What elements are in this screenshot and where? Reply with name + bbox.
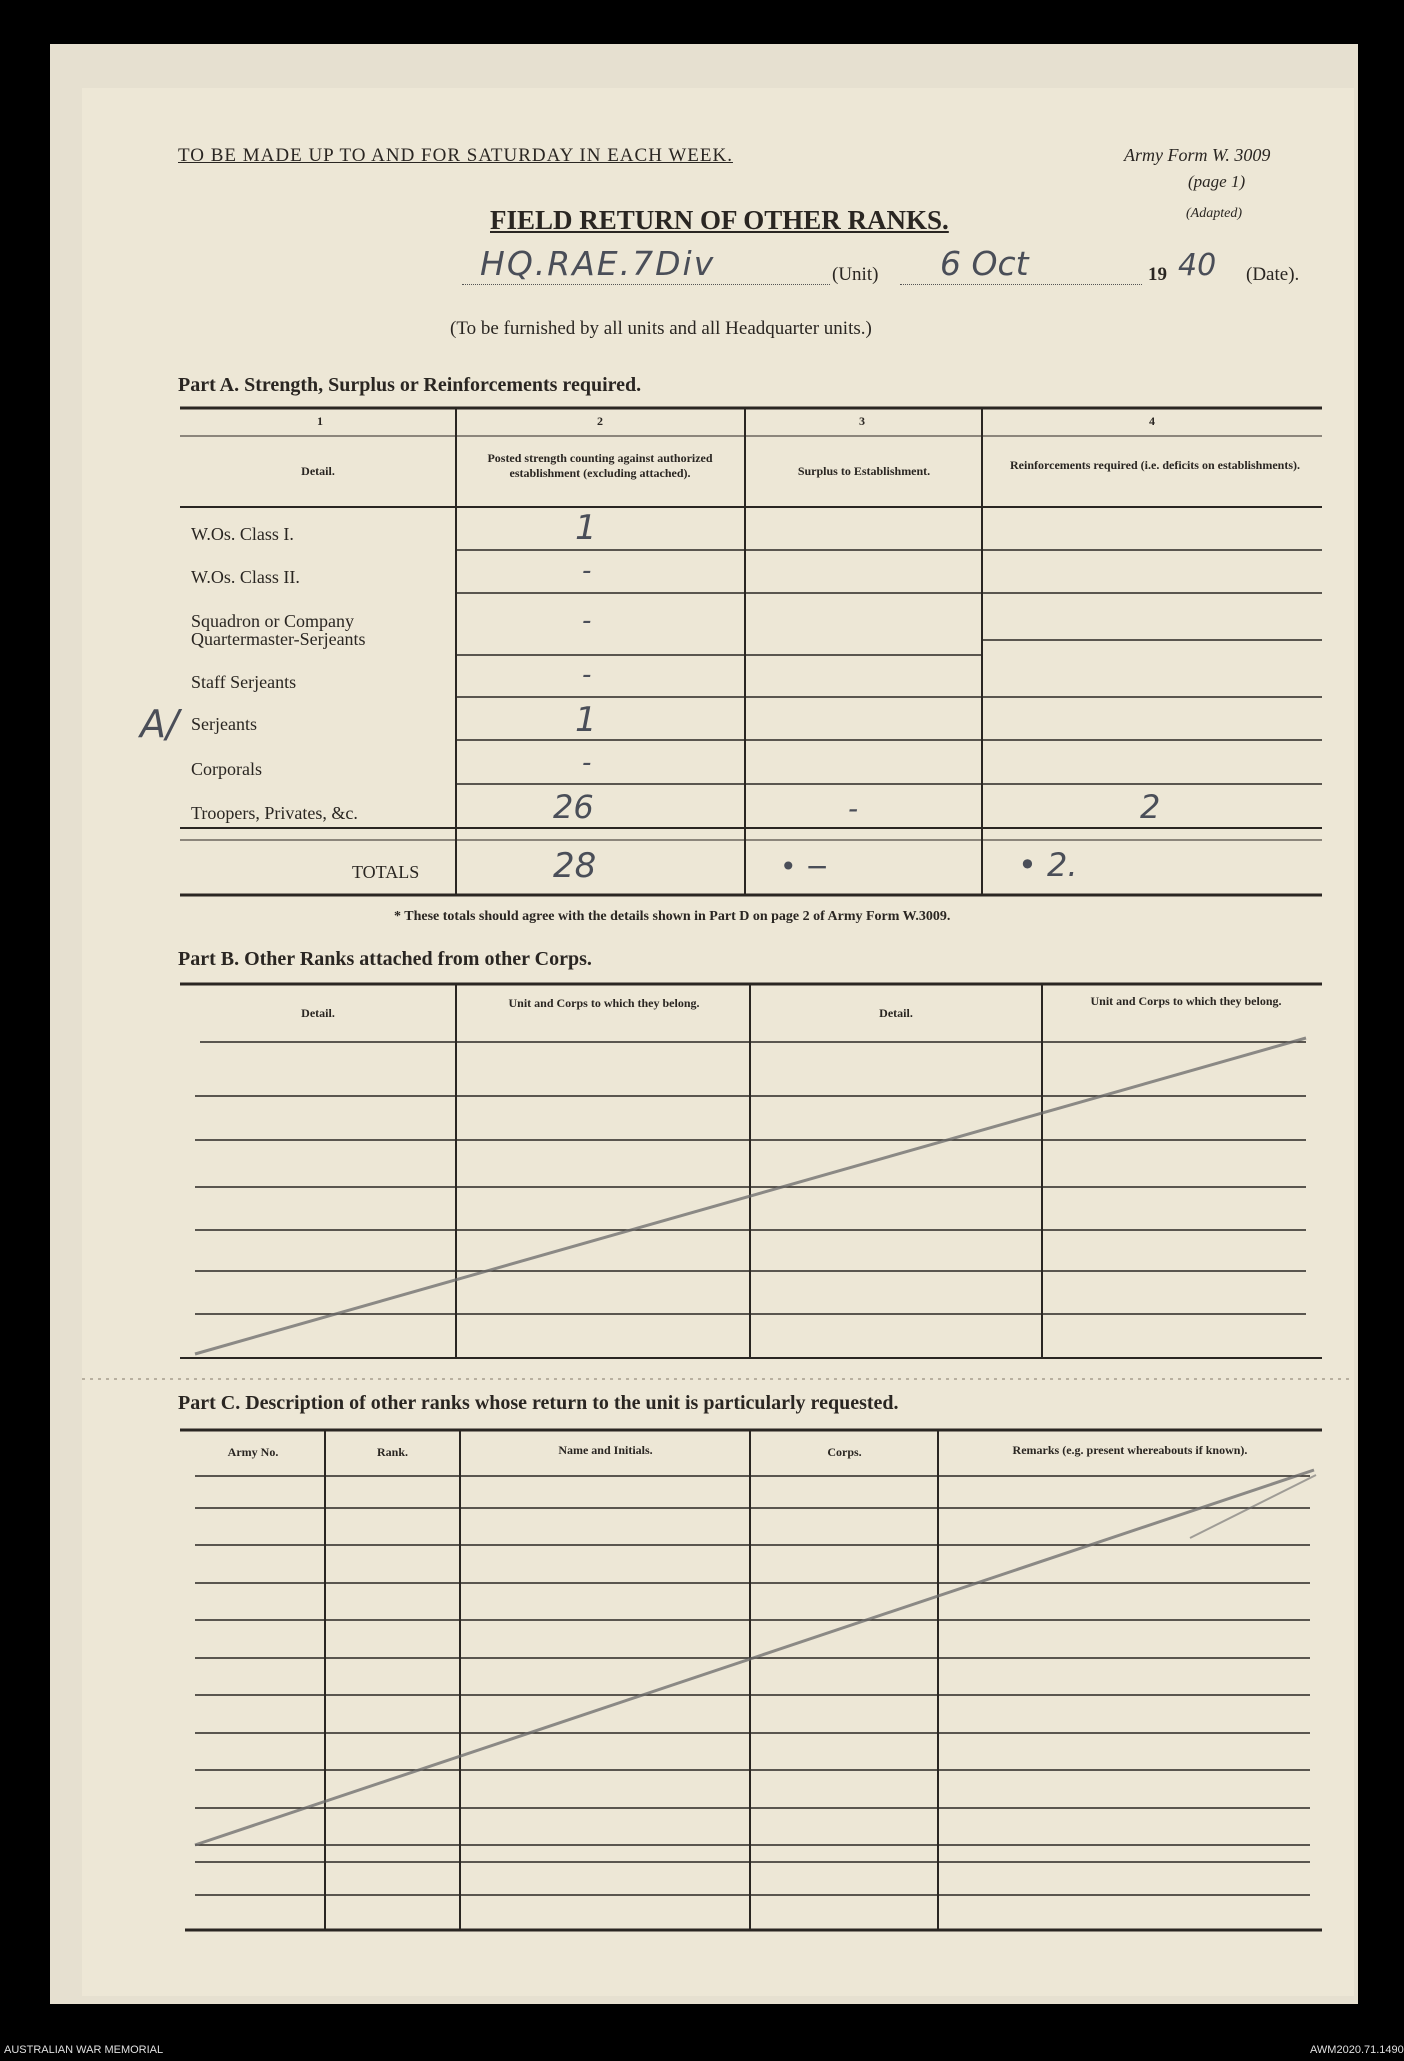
part-c-col-remarks: Remarks (e.g. present whereabouts if known). (1012, 1443, 1248, 1457)
posted-value: 26 (553, 788, 594, 826)
adapted-note: (Adapted) (1186, 206, 1242, 221)
part-c-col-army-no: Army No. (227, 1445, 279, 1459)
totals-reinforcements: • 2. (1018, 846, 1078, 884)
col-number: 3 (859, 414, 865, 428)
row-detail: Serjeants (191, 714, 257, 734)
archive-credit: AUSTRALIAN WAR MEMORIAL (4, 2044, 164, 2056)
posted-value: - (582, 748, 592, 778)
row-detail: Staff Serjeants (191, 672, 297, 692)
unit-handwritten: HQ.RAE.7Div (480, 244, 716, 283)
posted-value: - (582, 556, 592, 586)
date-handwritten: 6 Oct (940, 244, 1029, 283)
col-header-posted: Posted strength counting against authorized establishment (excluding attached). (487, 451, 713, 480)
form-title: FIELD RETURN OF OTHER RANKS. (490, 205, 949, 235)
part-a-heading: Part A. Strength, Surplus or Reinforcements required. (178, 374, 642, 396)
row-detail: Squadron or Company Quartermaster-Serjeants (191, 611, 366, 649)
totals-posted: 28 (553, 846, 597, 886)
posted-value: - (582, 606, 592, 636)
part-c-col-corps: Corps. (827, 1445, 862, 1459)
col-number: 2 (597, 414, 603, 428)
subtitle: (To be furnished by all units and all Headquarter units.) (450, 318, 872, 339)
margin-note: A/ (140, 702, 179, 746)
part-c-col-name: Name and Initials. (558, 1443, 653, 1457)
footnote: * These totals should agree with the details shown in Part D on page 2 of Army Form W.3009. (394, 909, 951, 924)
row-detail: Corporals (191, 759, 262, 779)
surplus-value: - (848, 792, 859, 825)
part-b-col-unit: Unit and Corps to which they belong. (1090, 994, 1282, 1008)
unit-label: (Unit) (832, 264, 879, 285)
totals-label: TOTALS (352, 862, 420, 882)
page-number: (page 1) (1188, 172, 1246, 191)
reinforcements-value: 2 (1140, 788, 1161, 826)
part-b-col-detail: Detail. (301, 1006, 335, 1020)
year-handwritten: 40 (1178, 248, 1217, 283)
year-prefix: 19 (1148, 264, 1167, 285)
instruction-text: TO BE MADE UP TO AND FOR SATURDAY IN EACH WEEK. (178, 145, 733, 166)
col-number: 1 (317, 414, 323, 428)
col-header-detail: Detail. (301, 464, 335, 478)
form-id: Army Form W. 3009 (1124, 145, 1271, 165)
archive-id: AWM2020.71.1490 (1310, 2044, 1404, 2056)
totals-surplus: • − (780, 850, 829, 883)
part-b-col-detail: Detail. (879, 1006, 913, 1020)
part-b-heading: Part B. Other Ranks attached from other Corps. (178, 948, 592, 970)
part-b-col-unit: Unit and Corps to which they belong. (508, 996, 700, 1010)
posted-value: 1 (575, 508, 597, 548)
part-c-col-rank: Rank. (376, 1445, 408, 1459)
posted-value: 1 (575, 700, 597, 740)
col-number: 4 (1149, 414, 1155, 428)
col-header-surplus: Surplus to Establishment. (797, 464, 931, 478)
row-detail: W.Os. Class I. (191, 524, 294, 544)
col-header-reinforcements: Reinforcements required (i.e. deficits on establishments). (1010, 458, 1300, 472)
posted-value: - (582, 660, 592, 690)
row-detail: Troopers, Privates, &c. (191, 803, 358, 823)
date-label: (Date). (1246, 264, 1300, 285)
part-c-heading: Part C. Description of other ranks whose return to the unit is particularly requested. (178, 1392, 899, 1414)
row-detail: W.Os. Class II. (191, 567, 300, 587)
